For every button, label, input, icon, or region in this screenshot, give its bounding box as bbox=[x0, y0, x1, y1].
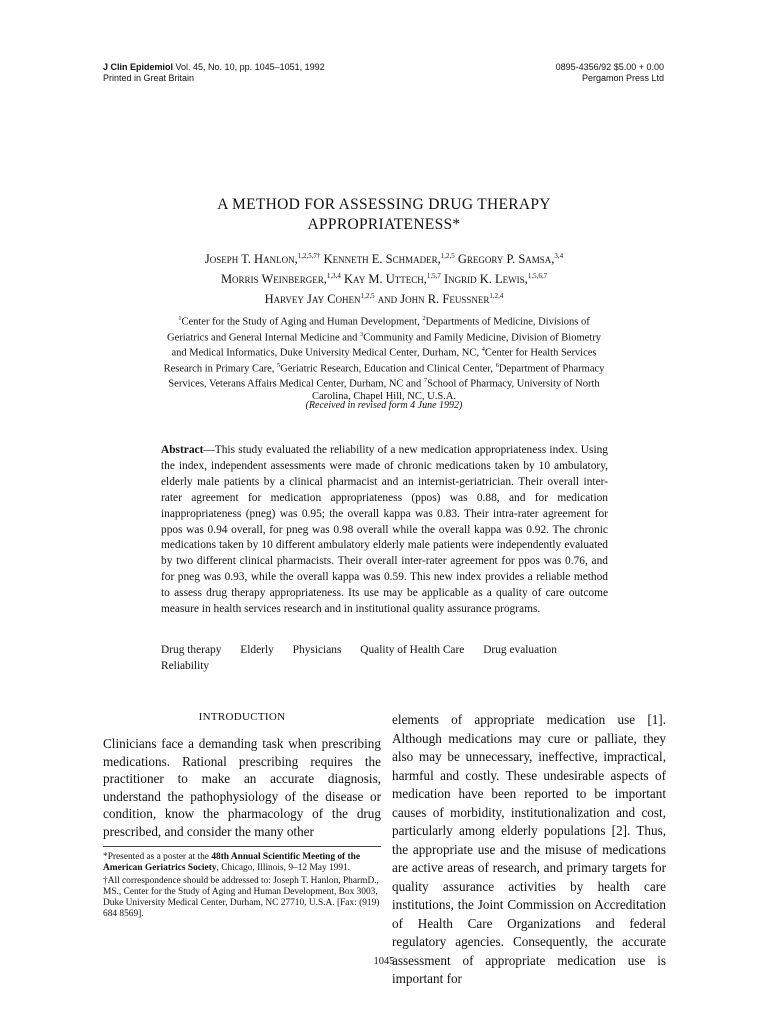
author-affil-sup: 1,2,4 bbox=[489, 292, 504, 301]
author-affil-sup: 1,3,4 bbox=[326, 272, 341, 281]
affil-text: Center for the Study of Aging and Human Development, bbox=[181, 316, 420, 328]
intro-paragraph-right: elements of appropriate medication use [1]. Although medications may cure or palliate, they also may be unnecessary, ineffective, impractical, harmful and costly. These undesirable aspects of medication have been reported to be important causes of morbidity, institutionalization and cost, particularly among elderly populations [2]. Thus, the appropriate use and the misuse of medications are active areas of research, and primary targets for quality assurance activities by health care institutions, the Joint Commission on Accreditation of Health Care Organizations and federal regulatory agencies. Consequently, the accurate assessment of appropriate medication use is important for bbox=[392, 712, 666, 986]
affil-text: Departments of Medicine, Divisions of Geriatrics and General Internal Medicine and bbox=[167, 316, 590, 343]
publisher: Pergamon Press Ltd bbox=[581, 73, 664, 83]
footnote-divider bbox=[103, 846, 381, 847]
abstract-label: Abstract bbox=[161, 444, 204, 456]
affil-sup: 4 bbox=[481, 346, 485, 353]
abstract-text: —This study evaluated the reliability of a new medication appropriateness index. Using the index, independent assessments were made of chronic medications taken by 10 ambulatory, elderly male patients by a clinical pharmacist and an internist-geriatrician. Their overall inter-rater agreement for medication appropriateness (ppos) was 0.88, and for medication inappropriateness (pneg) was 0.95; the overall kappa was 0.83. Their intra-rater agreement for ppos was 0.94 overall, for pneg was 0.98 overall while the overall kappa was 0.92. The chronic medications taken by 10 different ambulatory elderly male patients were independently evaluated by two different clinical pharmacists. Their overall inter-rater agreement for ppos was 0.76, and for pneg was 0.93, while the overall kappa was 0.59. This new index provides a reliable method to assess drug therapy appropriateness. Its use may be applicable as a quality of care outcome measure in health services research and in institutional quality assurance programs. bbox=[161, 444, 608, 616]
author-name: Joseph T. Hanlon, bbox=[204, 252, 298, 267]
author-affil-sup: 3,4 bbox=[554, 252, 564, 260]
affil-text: Department of Pharmacy Services, Veterans Affairs Medical Center, Durham, NC and bbox=[168, 363, 605, 390]
keywords bbox=[161, 642, 608, 674]
keyword: Drug evaluation bbox=[483, 644, 557, 656]
footnotes bbox=[103, 852, 381, 922]
intro-paragraph-left: Clinicians face a demanding task when prescribing medications. Rational prescribing requires the practitioner to make an accurate diagnosis, understand the pathophysiology of the disease or condition, know the pharmacology of the drug prescribed, and consider the many other bbox=[103, 736, 381, 839]
affil-text: Community and Family Medicine, Division of Biometry and Medical Informatics, Duke University Medical Center, Durham, NC, bbox=[171, 332, 601, 359]
affil-sup: 3 bbox=[360, 330, 364, 338]
affil-text: School of Pharmacy, University of North Carolina, Chapel Hill, NC, U.S.A. bbox=[311, 378, 600, 402]
affil-sup: 7 bbox=[423, 377, 428, 384]
running-header-left bbox=[103, 62, 325, 84]
affil-text: Center for Health Services Research in Primary Care, bbox=[163, 347, 597, 374]
affil-sup: 1 bbox=[178, 315, 182, 322]
section-heading-introduction: INTRODUCTION bbox=[198, 711, 286, 723]
footnote-correspondence: †All correspondence should be addressed to: Joseph T. Hanlon, PharmD., MS., Center for the Study of Aging and Human Development, Box 3003, Duke University Medical Center, Durham, NC 27710, U.S.A. [Fax: (919) 684 8569]. bbox=[103, 876, 380, 919]
printed-in: Printed in Great Britain bbox=[103, 73, 195, 83]
author-list bbox=[120, 248, 648, 308]
issn-price: 0895-4356/92 $5.00 + 0.00 bbox=[555, 62, 664, 72]
author-name: Ingrid K. Lewis, bbox=[443, 272, 528, 287]
author-name: Kenneth E. Schmader, bbox=[323, 252, 441, 267]
abstract bbox=[161, 443, 608, 618]
footnote-text: , Chicago, Illinois, 9–12 May 1991. bbox=[216, 863, 351, 873]
affiliations bbox=[160, 313, 608, 403]
author-name: Harvey Jay Cohen bbox=[264, 292, 361, 307]
title-line-1: A METHOD FOR ASSESSING DRUG THERAPY bbox=[217, 196, 551, 213]
journal-name: J Clin Epidemiol bbox=[103, 62, 174, 72]
author-affil-sup: 1,2,5,7† bbox=[297, 252, 321, 260]
keyword: Quality of Health Care bbox=[360, 644, 465, 656]
keyword: Drug therapy bbox=[161, 644, 222, 656]
running-header-right bbox=[556, 62, 664, 84]
page-number: 1045 bbox=[373, 956, 395, 967]
author-affil-sup: 1,2,5 bbox=[440, 252, 455, 260]
author-affil-sup: 1,2,5 bbox=[360, 292, 375, 301]
received-date: (Received in revised form 4 June 1992) bbox=[305, 400, 463, 411]
journal-citation: Vol. 45, No. 10, pp. 1045–1051, 1992 bbox=[175, 62, 325, 72]
affil-sup: 5 bbox=[277, 361, 281, 369]
affil-sup: 2 bbox=[422, 315, 426, 322]
author-name: and John R. Feussner bbox=[377, 292, 490, 307]
footnote-text: *Presented as a poster at the bbox=[103, 852, 212, 862]
author-affil-sup: 1,5,6,7 bbox=[527, 272, 548, 281]
keyword: Physicians bbox=[292, 644, 342, 656]
article-title bbox=[150, 195, 618, 235]
keyword: Reliability bbox=[161, 660, 210, 672]
footnote-presented bbox=[103, 852, 381, 874]
author-name: Morris Weinberger, bbox=[220, 272, 327, 287]
author-affil-sup: 1,5,7 bbox=[426, 272, 441, 281]
title-line-2: APPROPRIATENESS* bbox=[307, 216, 461, 233]
footnote-meeting: 48th Annual Scientific Meeting of the American Geriatrics Society bbox=[103, 852, 361, 873]
affil-sup: 6 bbox=[495, 361, 499, 369]
keyword: Elderly bbox=[240, 644, 274, 656]
author-name: Kay M. Uttech, bbox=[344, 272, 427, 287]
author-name: Gregory P. Samsa, bbox=[457, 252, 555, 267]
affil-text: Geriatric Research, Education and Clinical Center, bbox=[280, 363, 493, 374]
